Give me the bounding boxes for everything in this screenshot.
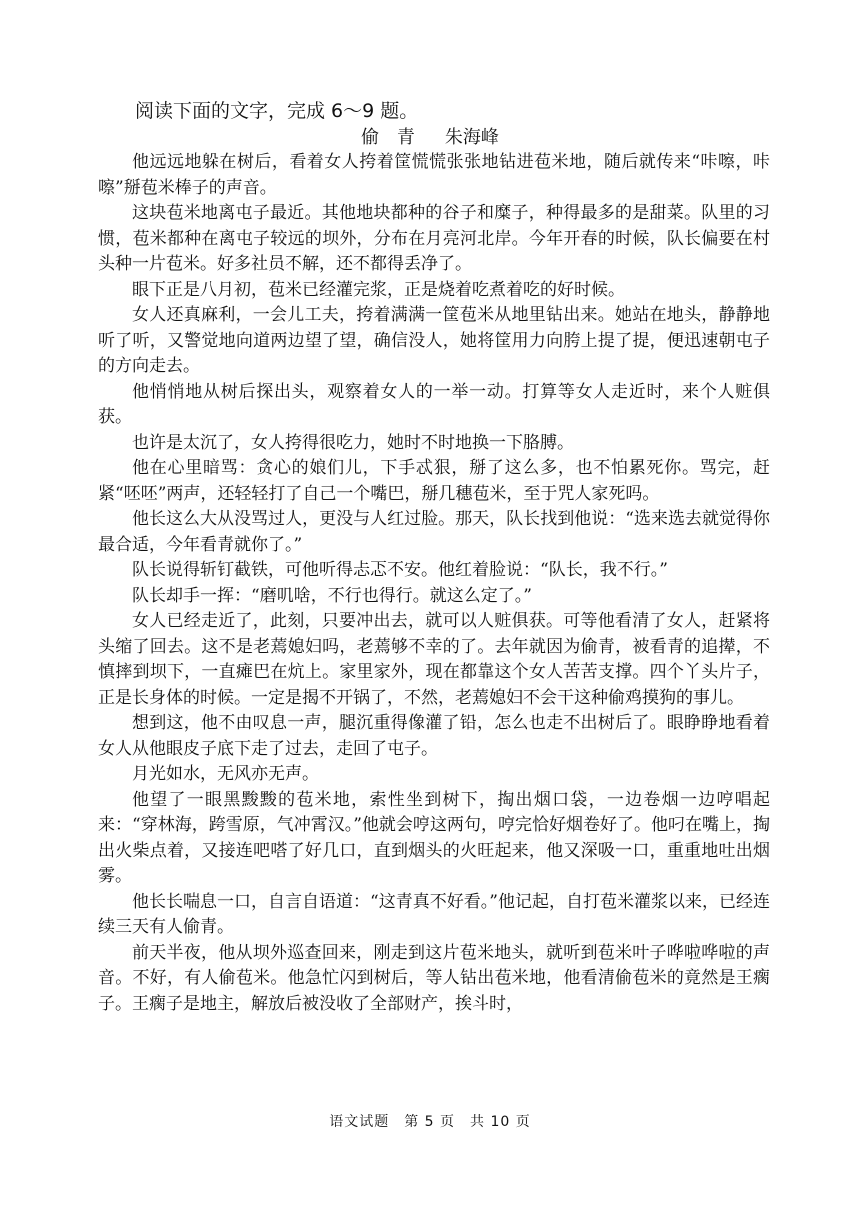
paragraph: 眼下正是八月初，苞米已经灌完浆，正是烧着吃煮着吃的好时候。	[132, 279, 625, 300]
paragraph: 他在心里暗骂：贪心的娘们儿，下手忒狠，掰了这么多，也不怕累死你。骂完，赶紧“呸呸”两声，还轻轻打了自己一个嘴巴，掰几穗苞米，至于咒人家死吗。	[98, 458, 770, 504]
paragraph: 月光如水，无风亦无声。	[132, 764, 319, 784]
paragraph: 想到这，他不由叹息一声，腿沉重得像灌了铅，怎么也走不出树后了。眼睁睁地看着女人从他眼皮子底下走了过去，走回了屯子。	[98, 713, 770, 759]
paragraph: 他长这么大从没骂过人，更没与人红过脸。那天，队长找到他说：“选来选去就觉得你最合适，今年看青就你了。”	[98, 509, 770, 555]
paragraph: 这块苞米地离屯子最近。其他地块都种的谷子和糜子，种得最多的是甜菜。队里的习惯，苞米都种在离屯子较远的坝外，分布在月亮河北岸。今年开春的时候，队长偏要在村头种一片苞米。好多社员不解，还不都得丢净了。	[98, 203, 770, 274]
paragraph: 也许是太沉了，女人挎得很吃力，她时不时地换一下胳膊。	[132, 432, 574, 453]
paragraph: 他远远地躲在树后，看着女人挎着筐慌慌张张地钻进苞米地，随后就传来“咔嚓，咔嚓”掰苞米棒子的声音。	[98, 152, 770, 198]
paragraph: 女人还真麻利，一会儿工夫，挎着满满一筐苞米从地里钻出来。她站在地头，静静地听了听，又警觉地向道两边望了望，确信没人，她将筐用力向胯上提了提，便迅速朝屯子的方向走去。	[98, 305, 770, 376]
article-body	[98, 150, 770, 1017]
article-author: 朱海峰	[444, 127, 499, 148]
article-heading	[0, 124, 860, 152]
page-footer: 语文试题 第 5 页 共 10 页	[329, 1114, 531, 1130]
paragraph: 他望了一眼黑黢黢的苞米地，索性坐到树下，掏出烟口袋，一边卷烟一边哼唱起来：“穿林海，跨雪原，气冲霄汉。”他就会哼这两句，哼完恰好烟卷好了。他叼在嘴上，掏出火柴点着，又接连吧嗒了好几口，直到烟头的火旺起来，他又深吸一口，重重地吐出烟雾。	[98, 789, 770, 886]
question-instruction: 阅读下面的文字，完成 6～9 题。	[135, 100, 419, 122]
paragraph: 队长说得斩钉截铁，可他听得忐忑不安。他红着脸说：“队长，我不行。”	[132, 560, 668, 580]
paragraph: 他悄悄地从树后探出头，观察着女人的一举一动。打算等女人走近时，来个人赃俱获。	[98, 381, 770, 427]
paragraph: 女人已经走近了，此刻，只要冲出去，就可以人赃俱获。可等他看清了女人，赶紧将头缩了回去。这不是老蔫媳妇吗，老蔫够不幸的了。去年就因为偷青，被看青的追撵，不慎摔到坝下，一直瘫巴在炕上。家里家外，现在都靠这个女人苦苦支撑。四个丫头片子，正是长身体的时候。一定是揭不开锅了，不然，老蔫媳妇不会干这种偷鸡摸狗的事儿。	[98, 611, 770, 708]
paragraph: 前天半夜，他从坝外巡查回来，刚走到这片苞米地头，就听到苞米叶子哗啦哗啦的声音。不好，有人偷苞米。他急忙闪到树后，等人钻出苞米地，他看清偷苞米的竟然是王瘸子。王瘸子是地主，解放后被没收了全部财产，挨斗时，	[98, 942, 770, 1014]
article-title: 偷 青	[361, 127, 421, 148]
paragraph: 队长却手一挥：“磨叽啥，不行也得行。就这么定了。”	[132, 585, 532, 606]
paragraph: 他长长喘息一口，自言自语道：“这青真不好看。”他记起，自打苞米灌浆以来，已经连续三天有人偷青。	[98, 891, 770, 937]
